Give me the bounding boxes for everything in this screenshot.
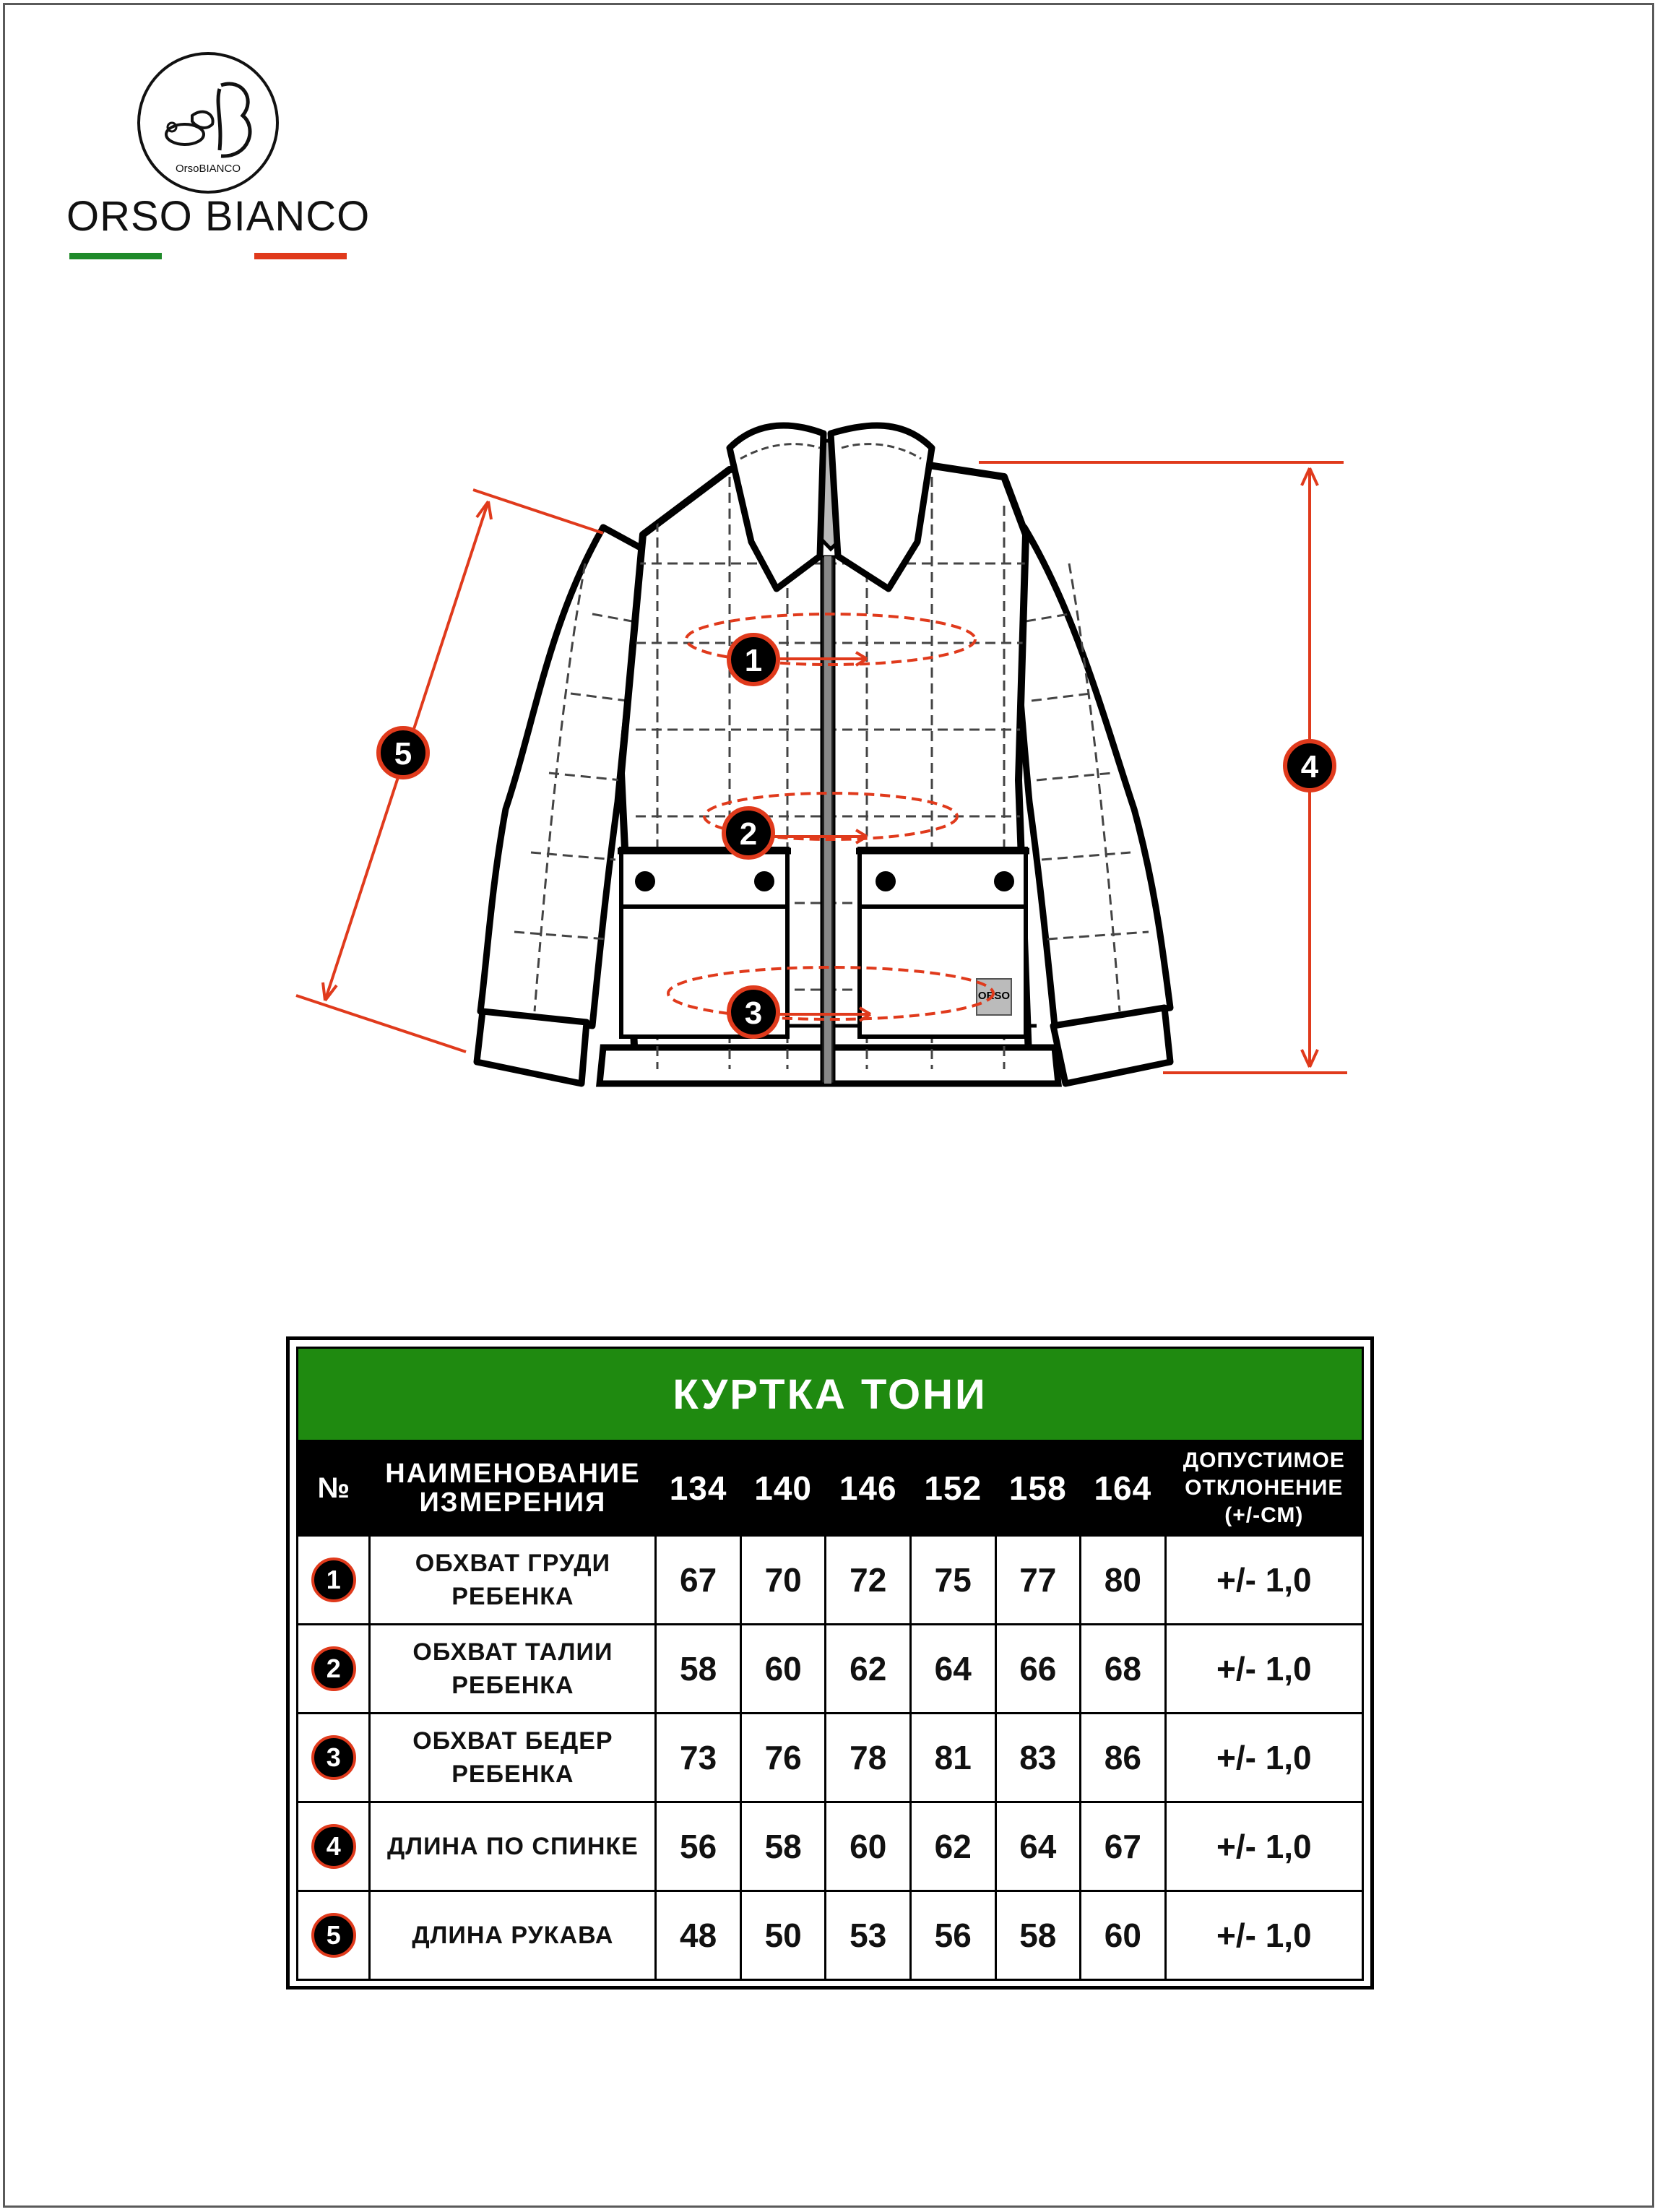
brand-name: ORSO BIANCO [66, 193, 371, 240]
header-name: НАИМЕНОВАНИЕ ИЗМЕРЕНИЯ [370, 1441, 656, 1536]
row-value: 48 [656, 1891, 741, 1980]
row-value: 75 [910, 1536, 995, 1625]
table-row [298, 1714, 1363, 1802]
marker-2 [724, 808, 773, 857]
row-value: 53 [826, 1891, 911, 1980]
row-value: 60 [826, 1802, 911, 1891]
row-value: 73 [656, 1714, 741, 1802]
row-value: 72 [826, 1536, 911, 1625]
row-tolerance: +/- 1,0 [1165, 1802, 1362, 1891]
size-table-frame [286, 1336, 1374, 1989]
row-value: 56 [656, 1802, 741, 1891]
header-num: № [298, 1441, 370, 1536]
table-row [298, 1802, 1363, 1891]
row-value: 76 [740, 1714, 826, 1802]
row-name: ОБХВАТ БЕДЕР РЕБЕНКА [370, 1714, 656, 1802]
row-value: 67 [1081, 1802, 1166, 1891]
svg-text:ORSO: ORSO [977, 990, 1011, 1002]
row-value: 64 [995, 1802, 1081, 1891]
row-value: 62 [910, 1802, 995, 1891]
row-value: 78 [826, 1714, 911, 1802]
row-value: 80 [1081, 1536, 1166, 1625]
row-value: 77 [995, 1536, 1081, 1625]
left-cuff [477, 1011, 587, 1084]
row-badge: 4 [311, 1824, 356, 1869]
svg-text:2: 2 [739, 816, 758, 852]
marker-5 [379, 728, 428, 777]
row-value: 58 [740, 1802, 826, 1891]
row-value: 68 [1081, 1625, 1166, 1714]
marker-3 [729, 988, 778, 1037]
header-size-134: 134 [656, 1441, 741, 1536]
table-row [298, 1536, 1363, 1625]
row-badge: 2 [311, 1646, 356, 1691]
row-value: 56 [910, 1891, 995, 1980]
row-value: 86 [1081, 1714, 1166, 1802]
row-badge: 1 [311, 1558, 356, 1602]
header-size-140: 140 [740, 1441, 826, 1536]
row-num [298, 1802, 370, 1891]
svg-text:5: 5 [394, 736, 412, 772]
table-row [298, 1891, 1363, 1980]
row-value: 66 [995, 1625, 1081, 1714]
row-name: ОБХВАТ ГРУДИ РЕБЕНКА [370, 1536, 656, 1625]
row-value: 62 [826, 1625, 911, 1714]
row-name: ДЛИНА РУКАВА [370, 1891, 656, 1980]
row-tolerance: +/- 1,0 [1165, 1891, 1362, 1980]
right-sleeve [1011, 527, 1170, 1026]
row-name: ДЛИНА ПО СПИНКЕ [370, 1802, 656, 1891]
svg-text:1: 1 [744, 643, 763, 678]
row-value: 70 [740, 1536, 826, 1625]
row-value: 67 [656, 1536, 741, 1625]
table-header [298, 1441, 1363, 1536]
row-value: 50 [740, 1891, 826, 1980]
row-tolerance: +/- 1,0 [1165, 1625, 1362, 1714]
row-num [298, 1891, 370, 1980]
marker-1 [729, 635, 778, 684]
row-badge: 3 [311, 1735, 356, 1780]
row-tolerance: +/- 1,0 [1165, 1536, 1362, 1625]
row-value: 60 [1081, 1891, 1166, 1980]
row-value: 58 [995, 1891, 1081, 1980]
row-value: 81 [910, 1714, 995, 1802]
row-value: 60 [740, 1625, 826, 1714]
row-name: ОБХВАТ ТАЛИИ РЕБЕНКА [370, 1625, 656, 1714]
header-tolerance: ДОПУСТИМОЕ ОТКЛОНЕНИЕ (+/-СМ) [1165, 1441, 1362, 1536]
row-value: 83 [995, 1714, 1081, 1802]
row-value: 64 [910, 1625, 995, 1714]
svg-text:3: 3 [744, 995, 763, 1031]
logo-caption: OrsoBIANCO [175, 163, 241, 175]
svg-text:4: 4 [1300, 749, 1319, 785]
row-num [298, 1536, 370, 1625]
row-num [298, 1625, 370, 1714]
row-num [298, 1714, 370, 1802]
row-tolerance: +/- 1,0 [1165, 1714, 1362, 1802]
size-table [296, 1347, 1364, 1981]
header-size-152: 152 [910, 1441, 995, 1536]
table-title: КУРТКА ТОНИ [298, 1348, 1363, 1441]
row-badge: 5 [311, 1913, 356, 1958]
header-size-164: 164 [1081, 1441, 1166, 1536]
table-row [298, 1625, 1363, 1714]
marker-4 [1285, 741, 1334, 790]
header-size-146: 146 [826, 1441, 911, 1536]
row-value: 58 [656, 1625, 741, 1714]
header-size-158: 158 [995, 1441, 1081, 1536]
